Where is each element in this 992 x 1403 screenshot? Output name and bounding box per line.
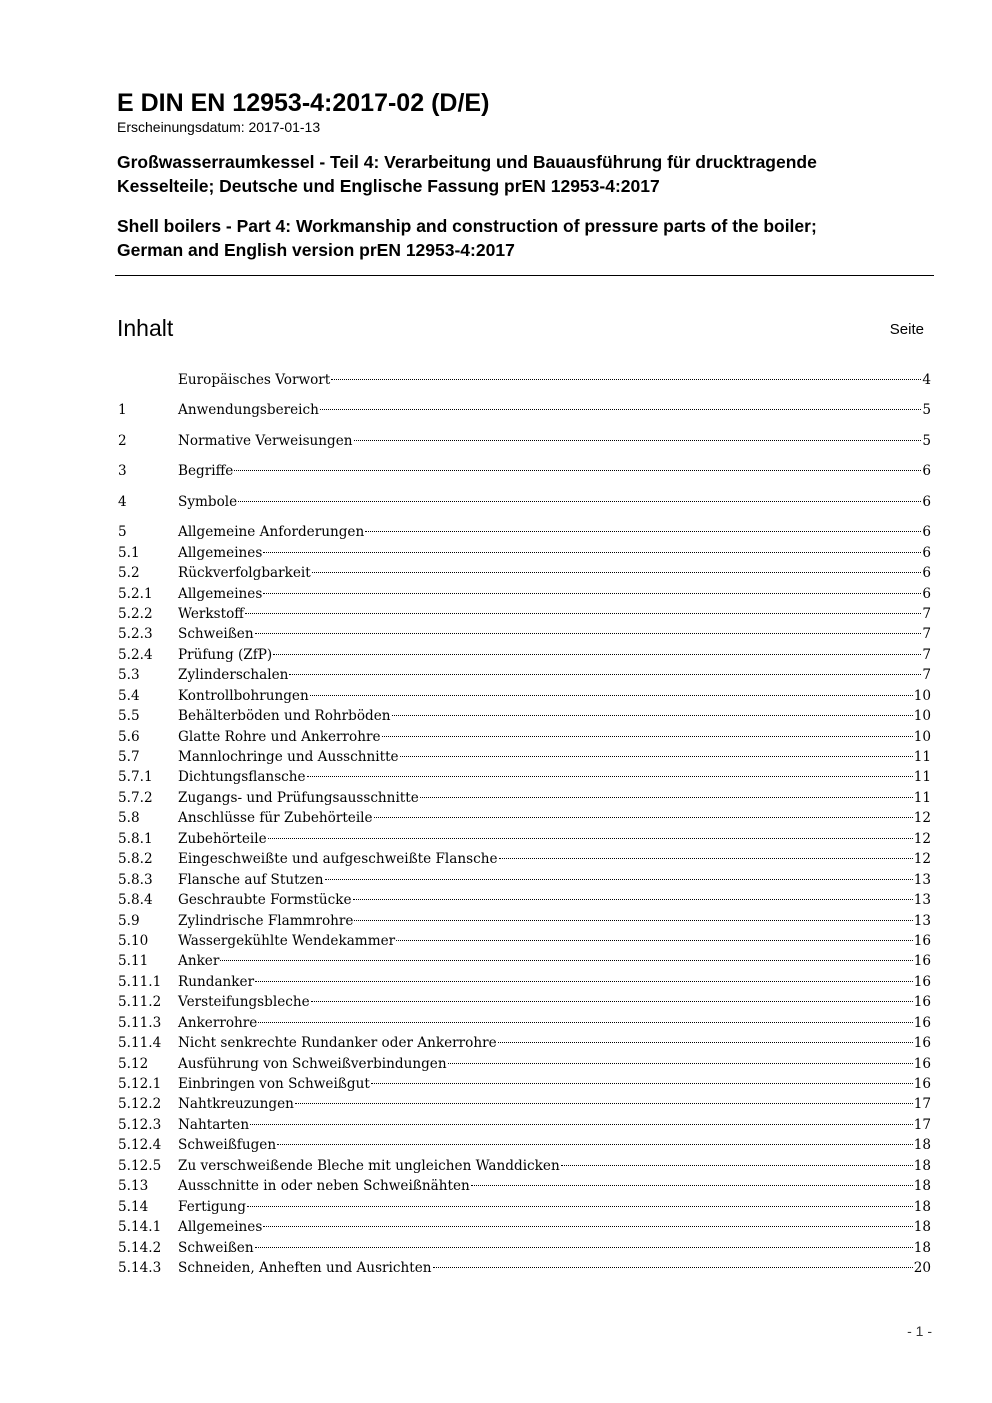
toc-dot-leader: [245, 613, 921, 614]
toc-entry-title: Geschraubte Formstücke: [178, 892, 352, 909]
title-german-line-2: Kesselteile; Deutsche und Englische Fassung prEN 12953-4:2017: [117, 176, 660, 196]
toc-entry[interactable]: [118, 563, 931, 583]
toc-entry-title: Rundanker: [178, 973, 255, 990]
title-german: [117, 150, 934, 198]
toc-entry-page: 16: [913, 994, 931, 1011]
toc-entry-number: 5.3: [118, 667, 140, 684]
toc-dot-leader: [277, 1144, 913, 1145]
toc-entry-number: 5.11.2: [118, 994, 162, 1011]
toc-entry-page: 16: [913, 1014, 931, 1031]
toc-dot-leader: [325, 879, 913, 880]
toc-entry[interactable]: [118, 767, 931, 787]
toc-dot-leader: [258, 1022, 912, 1023]
toc-entry[interactable]: [118, 992, 931, 1012]
toc-dot-leader: [289, 674, 921, 675]
toc-entry-title: Schweißen: [178, 1239, 254, 1256]
toc-entry-number: 5.7.1: [118, 769, 153, 786]
toc-entry[interactable]: [118, 645, 931, 665]
toc-entry-page: 4: [922, 372, 931, 388]
footer-page-number: - 1 -: [907, 1323, 932, 1339]
toc-dot-leader: [433, 1267, 913, 1268]
toc-entry-page: 18: [913, 1239, 931, 1256]
toc-entry[interactable]: [118, 890, 931, 910]
toc-dot-leader: [396, 940, 913, 941]
toc-entry[interactable]: [118, 808, 931, 828]
toc-entry-page: 10: [913, 728, 931, 745]
toc-entry-number: 3: [118, 463, 127, 480]
toc-entry[interactable]: [118, 522, 931, 542]
toc-entry[interactable]: [118, 1258, 931, 1278]
title-german-line-1: Großwasserraumkessel - Teil 4: Verarbeitung und Bauausführung für drucktragende: [117, 152, 817, 172]
toc-entry-page: 10: [913, 687, 931, 704]
toc-entry-page: 11: [913, 769, 931, 786]
toc-dot-leader: [312, 572, 922, 573]
toc-entry-page: 18: [913, 1198, 931, 1215]
toc-entry[interactable]: [118, 1156, 931, 1176]
toc-entry-number: 5.14: [118, 1198, 149, 1215]
toc-entry-title: Nahtarten: [178, 1116, 250, 1133]
toc-entry-title: Mannlochringe und Ausschnitte: [178, 749, 399, 765]
toc-entry-number: 5.8.1: [118, 830, 153, 847]
toc-entry-title: Schweißen: [178, 626, 254, 643]
toc-entry-title: Zylindrische Flammrohre: [178, 912, 354, 929]
toc-dot-leader: [307, 776, 913, 777]
toc-entry-title: Werkstoff: [178, 605, 244, 622]
toc-entry-page: 6: [922, 585, 931, 602]
toc-entry-page: 7: [922, 605, 931, 622]
toc-entry[interactable]: [118, 370, 931, 390]
toc-entry-page: 18: [913, 1157, 931, 1174]
toc-entry-title: Anwendungsbereich: [178, 402, 319, 419]
toc-entry-title: Versteifungsbleche: [178, 994, 310, 1011]
toc-dot-leader: [365, 531, 921, 532]
toc-entry-number: 5.4: [118, 687, 140, 704]
toc-entry-number: 5.14.3: [118, 1259, 162, 1276]
publication-date: Erscheinungsdatum: 2017-01-13: [117, 119, 321, 135]
toc-entry[interactable]: [118, 686, 931, 706]
toc-entry-number: 5.12.3: [118, 1116, 162, 1133]
toc-entry-number: 5: [118, 524, 127, 541]
toc-entry[interactable]: [118, 543, 931, 563]
toc-entry[interactable]: [118, 400, 931, 420]
toc-dot-leader: [498, 1042, 913, 1043]
toc-dot-leader: [499, 858, 913, 859]
toc-entry[interactable]: [118, 1094, 931, 1114]
toc-entry[interactable]: [118, 931, 931, 951]
toc-entry-page: 7: [922, 626, 931, 643]
toc-dot-leader: [374, 817, 913, 818]
toc-entry-page: 18: [913, 1137, 931, 1154]
toc-entry-page: 13: [913, 912, 931, 929]
toc-dot-leader: [250, 1124, 913, 1125]
toc-dot-leader: [392, 715, 913, 716]
toc-entry[interactable]: [118, 706, 931, 726]
toc-entry-title: Dichtungsflansche: [178, 769, 306, 786]
toc-entry-page: 5: [922, 432, 931, 449]
toc-dot-leader: [320, 409, 921, 410]
toc-entry-number: 5.8: [118, 810, 140, 827]
toc-entry-page: 7: [922, 667, 931, 684]
toc-entry-page: 6: [922, 463, 931, 480]
toc-entry-title: Allgemeine Anforderungen: [178, 524, 365, 541]
toc-entry[interactable]: [118, 747, 931, 767]
title-english: [117, 214, 934, 262]
toc-entry-page: 12: [913, 851, 931, 868]
toc-entry-page: 10: [913, 708, 931, 725]
toc-entry-number: 5.8.3: [118, 871, 153, 888]
toc-entry-title: Zylinderschalen: [178, 667, 289, 684]
toc-entry-page: 12: [913, 830, 931, 847]
toc-entry-title: Anschlüsse für Zubehörteile: [178, 810, 373, 827]
toc-entry-number: 5.9: [118, 912, 140, 929]
toc-entry-title: Zubehörteile: [178, 830, 267, 847]
toc-entry-number: 5.2.3: [118, 626, 153, 643]
toc-entry-page: 11: [913, 749, 931, 765]
toc-entry-title: Eingeschweißte und aufgeschweißte Flansche: [178, 851, 498, 868]
toc-entry-title: Begriffe: [178, 463, 234, 480]
toc-entry-number: 5.2.1: [118, 585, 153, 602]
toc-entry-number: 1: [118, 402, 127, 419]
toc-page-column-label: Seite: [889, 321, 924, 338]
toc-entry-page: 7: [922, 646, 931, 663]
title-english-line-1: Shell boilers - Part 4: Workmanship and construction of pressure parts of the boiler;: [117, 216, 817, 236]
toc-entry-title: Anker: [178, 953, 220, 970]
toc-dot-leader: [255, 981, 913, 982]
toc-entry-number: 5.12: [118, 1055, 149, 1072]
document-number: E DIN EN 12953-4:2017-02 (D/E): [117, 89, 490, 117]
toc-dot-leader: [331, 379, 921, 380]
toc-entry-title: Ankerrohre: [178, 1014, 258, 1031]
toc-entry-title: Wassergekühlte Wendekammer: [178, 932, 396, 949]
toc-entry-page: 16: [913, 1076, 931, 1092]
toc-dot-leader: [310, 695, 913, 696]
toc-dot-leader: [263, 552, 921, 553]
document-header: [117, 88, 934, 262]
toc-dot-leader: [353, 899, 913, 900]
toc-entry-title: Nahtkreuzungen: [178, 1096, 294, 1113]
toc-dot-leader: [255, 633, 922, 634]
toc-entry-number: 5.11.3: [118, 1014, 162, 1031]
toc-entry[interactable]: [118, 1074, 931, 1094]
toc-entry-page: 6: [922, 524, 931, 541]
toc-entry-number: 5.5: [118, 708, 140, 725]
toc-entry-title: Schweißfugen: [178, 1137, 277, 1154]
toc-entry-number: 2: [118, 432, 127, 449]
toc-entry-page: 16: [913, 953, 931, 970]
toc-entry-page: 17: [913, 1096, 931, 1113]
toc-entry-page: 20: [913, 1259, 931, 1276]
toc-dot-leader: [382, 736, 913, 737]
toc-entry-title: Behälterböden und Rohrböden: [178, 708, 391, 725]
toc-entry-number: 5.12.1: [118, 1076, 162, 1092]
toc-entry-title: Zu verschweißende Bleche mit ungleichen Wanddicken: [178, 1157, 560, 1174]
toc-entry-number: 5.12.5: [118, 1157, 162, 1174]
toc-entry-page: 6: [922, 565, 931, 582]
toc-entry-page: 16: [913, 1035, 931, 1052]
toc-entry-title: Zugangs- und Prüfungsausschnitte: [178, 789, 419, 806]
toc-entry-page: 17: [913, 1116, 931, 1133]
toc-entry[interactable]: [118, 829, 931, 849]
toc-entry-number: 5.7.2: [118, 789, 153, 806]
toc-dot-leader: [400, 756, 913, 757]
toc-entry[interactable]: [118, 1176, 931, 1196]
table-of-contents: [118, 370, 931, 1278]
toc-dot-leader: [420, 797, 913, 798]
toc-entry-title: Allgemeines: [178, 544, 263, 561]
toc-entry-number: 5.10: [118, 932, 149, 949]
toc-entry[interactable]: [118, 1238, 931, 1258]
toc-entry-number: 5.11: [118, 953, 149, 970]
toc-entry-title: Einbringen von Schweißgut: [178, 1076, 370, 1092]
toc-entry[interactable]: [118, 951, 931, 971]
toc-entry[interactable]: [118, 1217, 931, 1237]
toc-entry-page: 6: [922, 544, 931, 561]
toc-entry[interactable]: [118, 1033, 931, 1053]
toc-heading: Inhalt: [117, 315, 174, 341]
toc-dot-leader: [354, 920, 912, 921]
toc-entry-number: 5.14.1: [118, 1219, 162, 1236]
toc-entry-title: Symbole: [178, 493, 238, 510]
toc-entry-number: 5.14.2: [118, 1239, 162, 1256]
toc-entry-title: Allgemeines: [178, 585, 263, 602]
toc-entry-number: 5.8.4: [118, 892, 153, 909]
toc-entry[interactable]: [118, 1135, 931, 1155]
toc-dot-leader: [295, 1103, 913, 1104]
toc-entry-number: 5.12.2: [118, 1096, 162, 1113]
toc-entry-page: 6: [922, 493, 931, 510]
toc-dot-leader: [273, 654, 921, 655]
toc-entry[interactable]: [118, 849, 931, 869]
toc-entry-title: Europäisches Vorwort: [178, 372, 331, 388]
toc-dot-leader: [354, 440, 922, 441]
toc-entry[interactable]: [118, 972, 931, 992]
toc-entry-number: 5.8.2: [118, 851, 153, 868]
toc-entry-number: 5.2.2: [118, 605, 153, 622]
toc-entry[interactable]: [118, 492, 931, 512]
toc-entry-page: 5: [922, 402, 931, 419]
toc-entry[interactable]: [118, 1013, 931, 1033]
toc-entry[interactable]: [118, 604, 931, 624]
toc-entry-page: 16: [913, 932, 931, 949]
toc-entry-page: 13: [913, 892, 931, 909]
toc-entry-title: Rückverfolgbarkeit: [178, 565, 311, 582]
toc-dot-leader: [471, 1185, 913, 1186]
toc-entry-page: 13: [913, 871, 931, 888]
toc-entry-number: 5.11.4: [118, 1035, 162, 1052]
toc-entry[interactable]: [118, 727, 931, 747]
toc-entry[interactable]: [118, 1197, 931, 1217]
toc-entry-number: 5.12.4: [118, 1137, 162, 1154]
toc-entry-title: Nicht senkrechte Rundanker oder Ankerrohre: [178, 1035, 497, 1052]
toc-entry[interactable]: [118, 431, 931, 451]
toc-dot-leader: [263, 593, 921, 594]
toc-dot-leader: [268, 838, 913, 839]
toc-entry-number: 4: [118, 493, 127, 510]
toc-dot-leader: [561, 1165, 913, 1166]
header-divider: [115, 275, 934, 276]
toc-entry-number: 5.13: [118, 1178, 149, 1195]
toc-entry-page: 16: [913, 973, 931, 990]
toc-entry-title: Glatte Rohre und Ankerrohre: [178, 728, 381, 745]
toc-entry-number: 5.7: [118, 749, 140, 765]
toc-entry-title: Allgemeines: [178, 1219, 263, 1236]
toc-entry-number: 5.11.1: [118, 973, 162, 990]
toc-entry[interactable]: [118, 788, 931, 808]
toc-dot-leader: [263, 1226, 912, 1227]
toc-entry[interactable]: [118, 1054, 931, 1074]
toc-dot-leader: [220, 960, 912, 961]
toc-entry-title: Prüfung (ZfP): [178, 646, 273, 663]
toc-entry-page: 18: [913, 1219, 931, 1236]
toc-entry-page: 11: [913, 789, 931, 806]
toc-entry[interactable]: [118, 624, 931, 644]
toc-dot-leader: [238, 501, 921, 502]
toc-entry-number: 5.2: [118, 565, 140, 582]
toc-dot-leader: [311, 1001, 913, 1002]
toc-entry-number: 5.1: [118, 544, 140, 561]
title-english-line-2: German and English version prEN 12953-4:2017: [117, 240, 515, 260]
toc-dot-leader: [448, 1063, 913, 1064]
toc-entry[interactable]: [118, 1115, 931, 1135]
toc-dot-leader: [255, 1247, 913, 1248]
toc-entry[interactable]: [118, 870, 931, 890]
toc-entry-title: Ausführung von Schweißverbindungen: [178, 1055, 447, 1072]
toc-entry-title: Ausschnitte in oder neben Schweißnähten: [178, 1178, 470, 1195]
toc-entry[interactable]: [118, 461, 931, 481]
toc-entry[interactable]: [118, 665, 931, 685]
toc-entry[interactable]: [118, 911, 931, 931]
toc-entry-title: Normative Verweisungen: [178, 432, 353, 449]
toc-entry[interactable]: [118, 584, 931, 604]
toc-dot-leader: [371, 1083, 913, 1084]
toc-dot-leader: [247, 1206, 913, 1207]
toc-entry-page: 12: [913, 810, 931, 827]
toc-entry-title: Flansche auf Stutzen: [178, 871, 324, 888]
toc-entry-title: Kontrollbohrungen: [178, 687, 309, 704]
toc-entry-page: 16: [913, 1055, 931, 1072]
toc-dot-leader: [234, 470, 921, 471]
toc-entry-title: Schneiden, Anheften und Ausrichten: [178, 1259, 432, 1276]
toc-entry-number: 5.6: [118, 728, 140, 745]
toc-entry-title: Fertigung: [178, 1198, 246, 1215]
toc-entry-number: 5.2.4: [118, 646, 153, 663]
toc-entry-page: 18: [913, 1178, 931, 1195]
